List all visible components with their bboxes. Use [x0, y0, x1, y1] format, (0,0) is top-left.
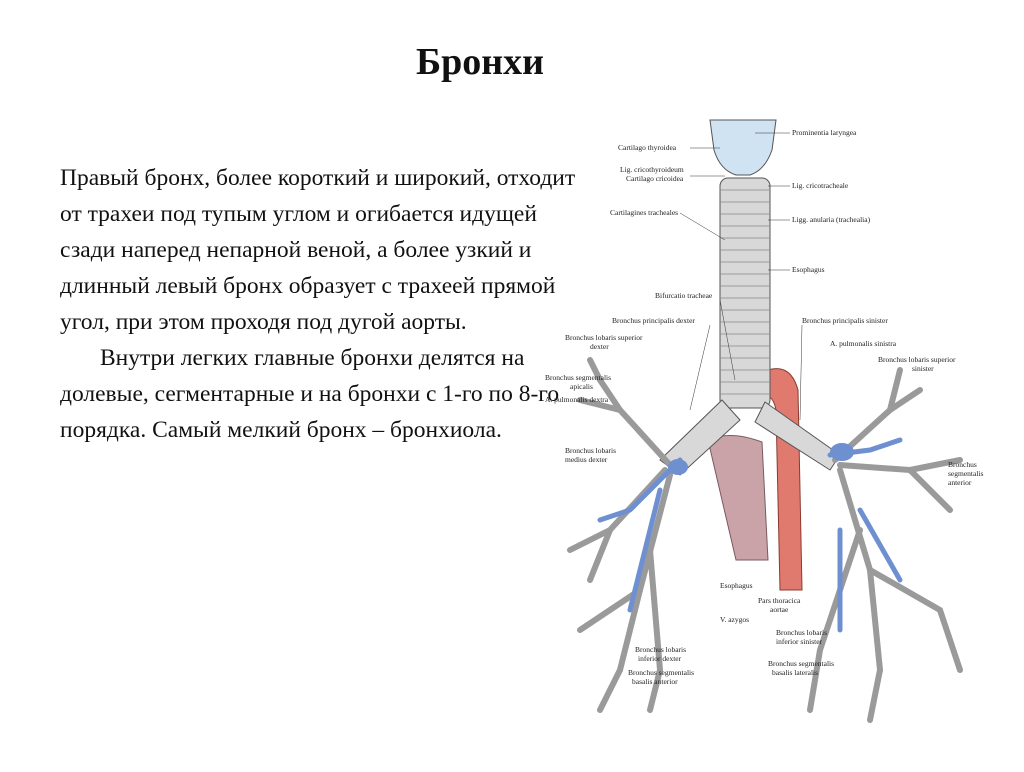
label-bronchus-segmentalis-anterior-2: segmentalis: [948, 469, 984, 478]
trachea-shape: [720, 178, 770, 408]
label-cartilago-thyroidea: Cartilago thyroidea: [618, 143, 677, 152]
slide-title: Бронхи: [415, 41, 545, 83]
label-bronchus-lobaris-superior-dexter-2: dexter: [590, 342, 609, 351]
label-bronchus-lobaris-inferior-sinister-1: Bronchus lobaris: [776, 628, 828, 637]
label-bronchus-segmentalis-basalis-anterior-1: Bronchus segmentalis: [628, 668, 695, 677]
label-bronchus-segmentalis-basalis-lateralis-1: Bronchus segmentalis: [768, 659, 835, 668]
label-bronchus-segmentalis-apicalis-2: apicalis: [570, 382, 593, 391]
slide-body: [60, 160, 580, 448]
label-prominentia-laryngea: Prominentia laryngea: [792, 128, 857, 137]
label-lig-cricothyroideum: Lig. cricothyroideum: [620, 165, 684, 174]
paragraph-1: Правый бронх, более короткий и широкий, отходит от трахеи под тупым углом и огибается идущей сзади наперед непарной веной, а более узкий и длинный левый бронх образует с трахеей прямой угол, при этом проходя под дугой аорты.: [60, 165, 576, 335]
label-bronchus-lobaris-inferior-dexter-2: inferior dexter: [638, 654, 682, 663]
esophagus-shape: [708, 435, 768, 560]
label-ligg-anularia: Ligg. anularia (trachealia): [792, 215, 871, 224]
label-bronchus-segmentalis-anterior-1: Bronchus: [948, 460, 977, 469]
label-a-pulmonalis-sinistra: A. pulmonalis sinistra: [830, 339, 897, 348]
label-esophagus-bottom: Esophagus: [720, 581, 753, 590]
paragraph-2: Внутри легких главные бронхи делятся на долевые, сегментарные и на бронхи с 1-го по 8-го порядка. Самый мелкий бронх – бронхиола.: [60, 345, 560, 443]
label-bronchus-lobaris-medius-2: medius dexter: [565, 455, 608, 464]
label-bronchus-lobaris-superior-sinister-2: sinister: [912, 364, 934, 373]
label-bronchus-lobaris-superior-dexter-1: Bronchus lobaris superior: [565, 333, 643, 342]
label-lig-cricotracheale: Lig. cricotracheale: [792, 181, 849, 190]
label-pars-thoracica-2: aortae: [770, 605, 789, 614]
a-pulmonalis-sinistra-shape: [830, 443, 854, 461]
label-pars-thoracica-1: Pars thoracica: [758, 596, 801, 605]
label-a-pulmonalis-dextra: A. pulmonalis dextra: [545, 395, 609, 404]
label-bronchus-segmentalis-basalis-anterior-2: basalis anterior: [632, 677, 678, 686]
label-bronchus-lobaris-superior-sinister-1: Bronchus lobaris superior: [878, 355, 956, 364]
label-bronchus-segmentalis-anterior-3: anterior: [948, 478, 972, 487]
label-bronchus-principalis-dexter: Bronchus principalis dexter: [612, 316, 695, 325]
label-bronchus-principalis-sinister: Bronchus principalis sinister: [802, 316, 888, 325]
label-cartilagines-tracheales: Cartilagines tracheales: [610, 208, 679, 217]
label-v-azygos: V. azygos: [720, 615, 750, 624]
label-bronchus-lobaris-inferior-sinister-2: inferior sinister: [776, 637, 823, 646]
label-bronchus-lobaris-inferior-dexter-1: Bronchus lobaris: [635, 645, 687, 654]
label-bifurcatio-tracheae: Bifurcatio tracheae: [655, 291, 713, 300]
thyroid-cartilage: [710, 120, 776, 175]
a-pulmonalis-dextra-shape: [668, 459, 688, 475]
label-bronchus-lobaris-medius-1: Bronchus lobaris: [565, 446, 617, 455]
label-bronchus-segmentalis-apicalis-1: Bronchus segmentalis: [545, 373, 612, 382]
label-bronchus-segmentalis-basalis-lateralis-2: basalis lateralis: [772, 668, 819, 677]
bronchi-illustration: [540, 110, 1024, 767]
bronchi-anatomy-diagram: [540, 110, 1024, 767]
label-cartilago-cricoidea: Cartilago cricoidea: [626, 174, 684, 183]
label-esophagus-top: Esophagus: [792, 265, 825, 274]
